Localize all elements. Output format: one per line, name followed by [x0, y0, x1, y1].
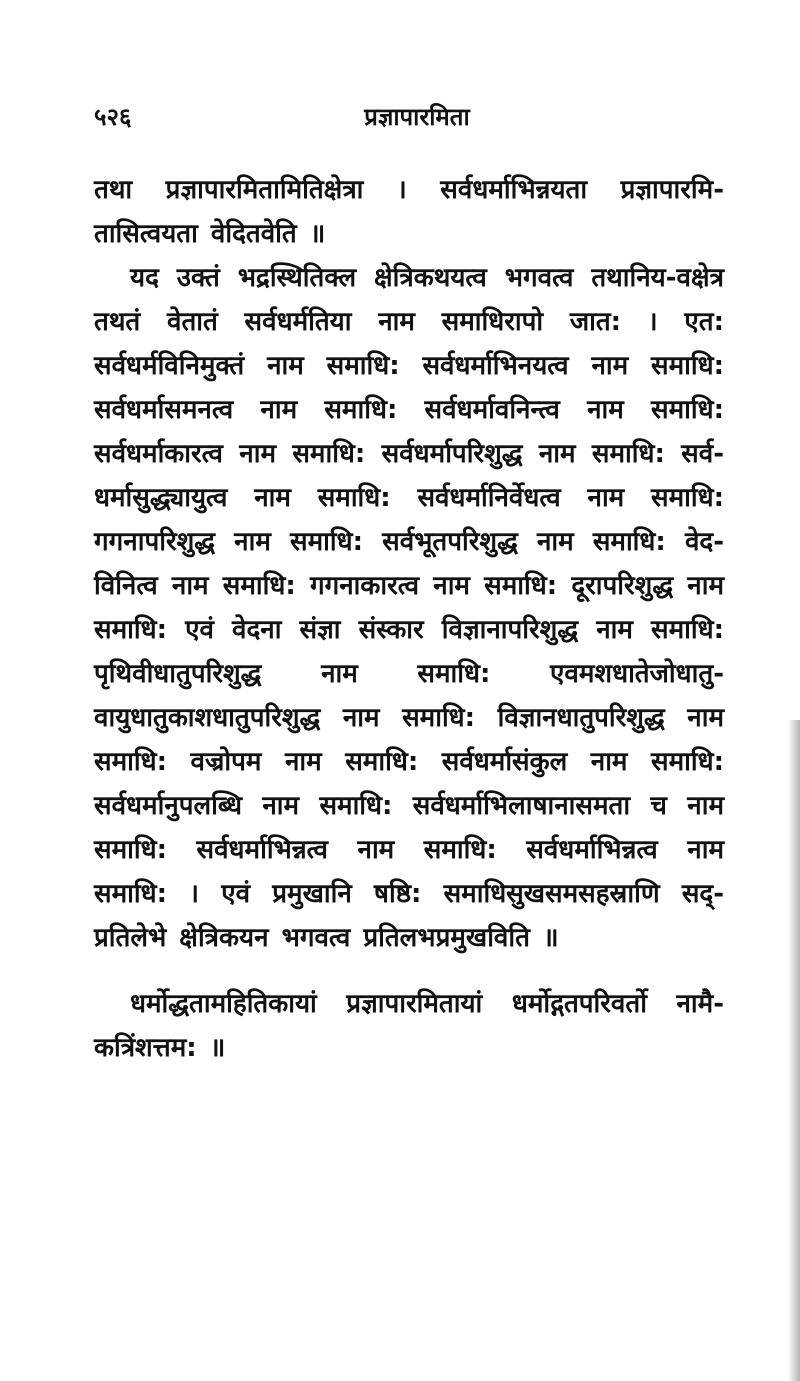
running-title: प्रज्ञापारमिता [364, 103, 470, 131]
page-number: ५२६ [94, 103, 132, 131]
page-header [94, 100, 740, 136]
paragraph: तथा प्रज्ञापारमितामितिक्षेत्रा । सर्वधर्माभिन्नयता प्रज्ञापारमि-तासित्वयता वेदितवेति ॥ [94, 175, 724, 249]
paragraph: यद उक्तं भद्रस्थितिक्ल क्षेत्रिकथयत्व भगवत्व तथानिय-वक्षेत्र तथतं वेतातं सर्वधर्मतिया नाम समाधिरापो जात: । एत: सर्वधर्मविनिमुक्तं नाम समाधि: सर्वधर्माभिनयत्व नाम समाधि: सर्वधर्मासमनत्व नाम समाधि: सर्वधर्मावनिन्त्व नाम समाधि: सर्वधर्माकारत्व नाम समाधि: सर्वधर्मापरिशुद्ध नाम समाधि: सर्व-धर्मासुद्ध्यायुत्व नाम समाधि: सर्वधर्मानिर्वेधत्व नाम समाधि: गगनापरिशुद्ध नाम समाधि: सर्वभूतपरिशुद्ध नाम समाधि: वेद-विनित्व नाम समाधि: गगनाकारत्व नाम समाधि: दूरापरिशुद्ध नाम समाधि: एवं वेदना संज्ञा संस्कार विज्ञानापरिशुद्ध नाम समाधि: पृथिवीधातुपरिशुद्ध नाम समाधि: एवमशधातेजोधातु-वायुधातुकाशधातुपरिशुद्ध नाम समाधि: विज्ञानधातुपरिशुद्ध नाम समाधि: वज्रोपम नाम समाधि: सर्वधर्मासंकुल नाम समाधि: सर्वधर्मानुपलब्धि नाम समाधि: सर्वधर्माभिलाषानासमता च नाम समाधि: सर्वधर्माभिन्नत्व नाम समाधि: सर्वधर्माभिन्नत्व नाम समाधि: । एवं प्रमुखानि षष्ठि: समाधिसुखसमसहस्राणि सद्-प्रतिलेभे क्षेत्रिकयन भगवत्व प्रतिलभप्रमुखविति ॥ [94, 263, 724, 953]
body-text [94, 168, 724, 1070]
paragraph: धर्मोद्धतामहितिकायां प्रज्ञापारमितायां धर्मोद्गतपरिवर्तो नामै-कत्रिंशत्तम: ॥ [94, 989, 724, 1063]
page-edge-shadow [788, 720, 800, 1381]
